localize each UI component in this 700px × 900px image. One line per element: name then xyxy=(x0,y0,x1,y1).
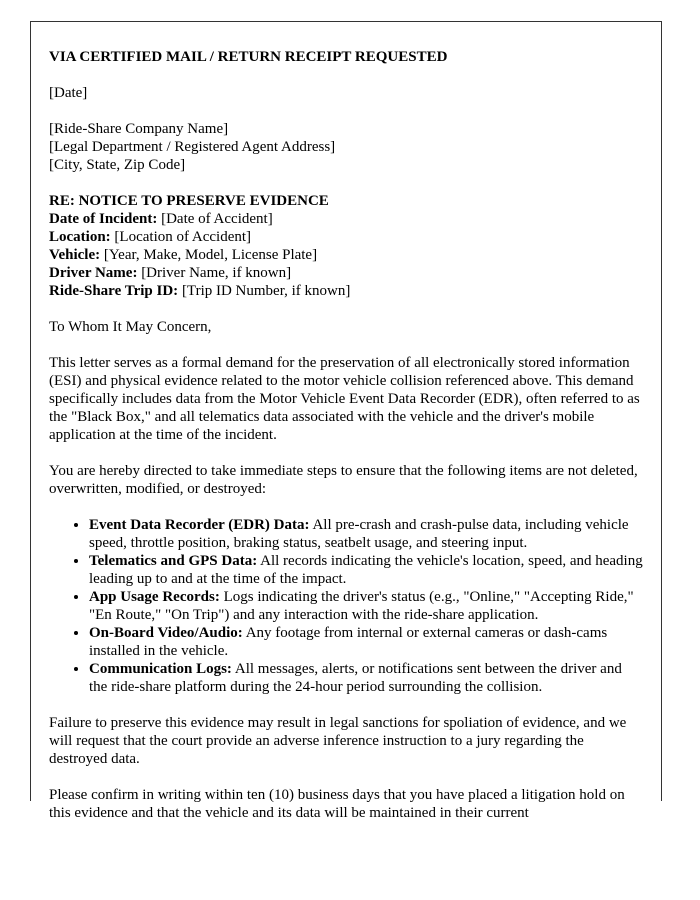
paragraph: Please confirm in writing within ten (10) business days that you have placed a litigation hold on this evidence and that the vehicle and its data will be maintained in their current xyxy=(49,787,625,821)
detail-label: Driver Name: xyxy=(49,265,138,281)
re-block xyxy=(49,192,643,300)
detail-value: [Location of Accident] xyxy=(110,229,252,245)
item-label: App Usage Records: xyxy=(89,589,220,605)
detail-value: [Driver Name, if known] xyxy=(137,265,292,281)
item-label: Communication Logs: xyxy=(89,661,232,677)
letter-page xyxy=(30,21,662,821)
list-item xyxy=(89,552,643,588)
re-line: RE: NOTICE TO PRESERVE EVIDENCE xyxy=(49,193,329,209)
paragraph: Failure to preserve this evidence may result in legal sanctions for spoliation of evidence, and we will request that the court provide an adverse inference instruction to a jury regarding the destroyed data. xyxy=(49,715,627,767)
evidence-list xyxy=(49,516,643,696)
item-label: Telematics and GPS Data: xyxy=(89,553,258,569)
detail-value: [Year, Make, Model, License Plate] xyxy=(100,247,318,263)
item-text: Logs indicating the driver's status (e.g., "Online," "Accepting Ride," "En Route," "On Trip") and any interaction with the ride-share application. xyxy=(89,589,634,623)
recipient-line: [City, State, Zip Code] xyxy=(49,157,186,173)
detail-label: Vehicle: xyxy=(49,247,101,263)
paragraph: This letter serves as a formal demand for the preservation of all electronically stored information (ESI) and physical evidence related to the motor vehicle collision referenced above. This demand specifically includes data from the Motor Vehicle Event Data Recorder (EDR), often referred to as the "Black Box," and all telematics data associated with the vehicle and the driver's mobile application at the time of the incident. xyxy=(49,355,640,443)
letter-heading: VIA CERTIFIED MAIL / RETURN RECEIPT REQUESTED xyxy=(49,49,448,65)
detail-label: Ride-Share Trip ID: xyxy=(49,283,179,299)
item-text: All messages, alerts, or notifications sent between the driver and the ride-share platform during the 24-hour period surrounding the collision. xyxy=(89,661,622,695)
letter-date: [Date] xyxy=(49,85,88,101)
list-item xyxy=(89,588,643,624)
recipient-block xyxy=(49,120,643,174)
item-label: Event Data Recorder (EDR) Data: xyxy=(89,517,310,533)
salutation: To Whom It May Concern, xyxy=(49,319,212,335)
item-text: All pre-crash and crash-pulse data, including vehicle speed, throttle position, braking status, seatbelt usage, and steering input. xyxy=(89,517,629,551)
detail-value: [Trip ID Number, if known] xyxy=(178,283,351,299)
recipient-line: [Legal Department / Registered Agent Address] xyxy=(49,139,336,155)
list-item xyxy=(89,516,643,552)
recipient-line: [Ride-Share Company Name] xyxy=(49,121,229,137)
item-label: On-Board Video/Audio: xyxy=(89,625,243,641)
detail-label: Location: xyxy=(49,229,111,245)
item-text: All records indicating the vehicle's location, speed, and heading leading up to and at the time of the impact. xyxy=(89,553,643,587)
list-item xyxy=(89,660,643,696)
item-text: Any footage from internal or external cameras or dash-cams installed in the vehicle. xyxy=(89,625,608,659)
detail-value: [Date of Accident] xyxy=(157,211,273,227)
detail-label: Date of Incident: xyxy=(49,211,158,227)
list-item xyxy=(89,624,643,660)
paragraph: You are hereby directed to take immediate steps to ensure that the following items are not deleted, overwritten, modified, or destroyed: xyxy=(49,463,638,497)
